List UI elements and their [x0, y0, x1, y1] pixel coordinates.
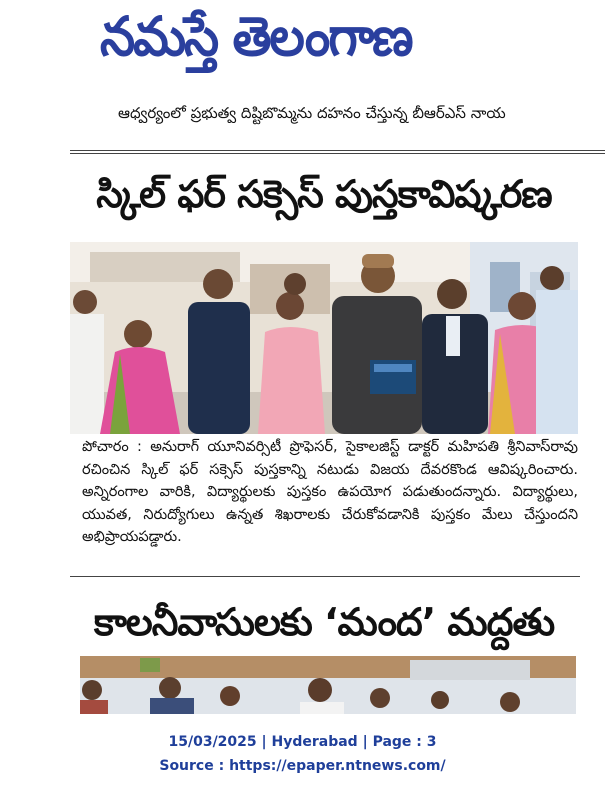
masthead-title: నమస్తే తెలంగాణ: [100, 5, 412, 68]
page-footer: [0, 730, 605, 778]
colony-residents-photo: [80, 656, 576, 714]
book-launch-photo: [70, 242, 578, 434]
newspaper-masthead: [100, 2, 500, 76]
article-headline: స్కిల్ ఫర్ సక్సెస్ పుస్తకావిష్కరణ: [96, 172, 552, 216]
divider-line: [70, 153, 605, 154]
article-caption: [82, 436, 578, 549]
caption-text: పోచారం : అనురాగ్ యూనివర్సిటీ ప్రొఫెసర్, సైకాలజిస్ట్ డాక్టర్ మహిపతి శ్రీనివాస్‌రావు రచించిన స్కిల్ ఫర్ సక్సెస్ పుస్తకాన్ని నటుడు విజయ దేవరకొండ ఆవిష్కరించారు. అన్నిరంగాల వారికి, విద్యార్థులకు పుస్తకం ఉపయోగ పడుతుందన్నారు. విద్యార్థులు, యువత, నిరుద్యోగులు ఉన్నత శిఖరాలకు చేరుకోవడానికి పుస్తకం మేలు చేస్తుందని అభిప్రాయపడ్డారు.: [82, 439, 578, 546]
footer-source-link[interactable]: Source : https://epaper.ntnews.com/: [159, 758, 446, 774]
divider-line: [70, 150, 605, 151]
footer-date-edition: 15/03/2025 | Hyderabad | Page : 3: [168, 734, 437, 750]
ticker-text: ఆధ్వర్యంలో ప్రభుత్వ దిష్టిబొమ్మను దహనం చేస్తున్న బీఆర్‌ఎస్ నాయ: [118, 104, 506, 122]
article-headline-2: కాలనీవాసులకు ‘మంద’ మద్దతు: [93, 600, 555, 644]
divider-line: [70, 576, 580, 577]
